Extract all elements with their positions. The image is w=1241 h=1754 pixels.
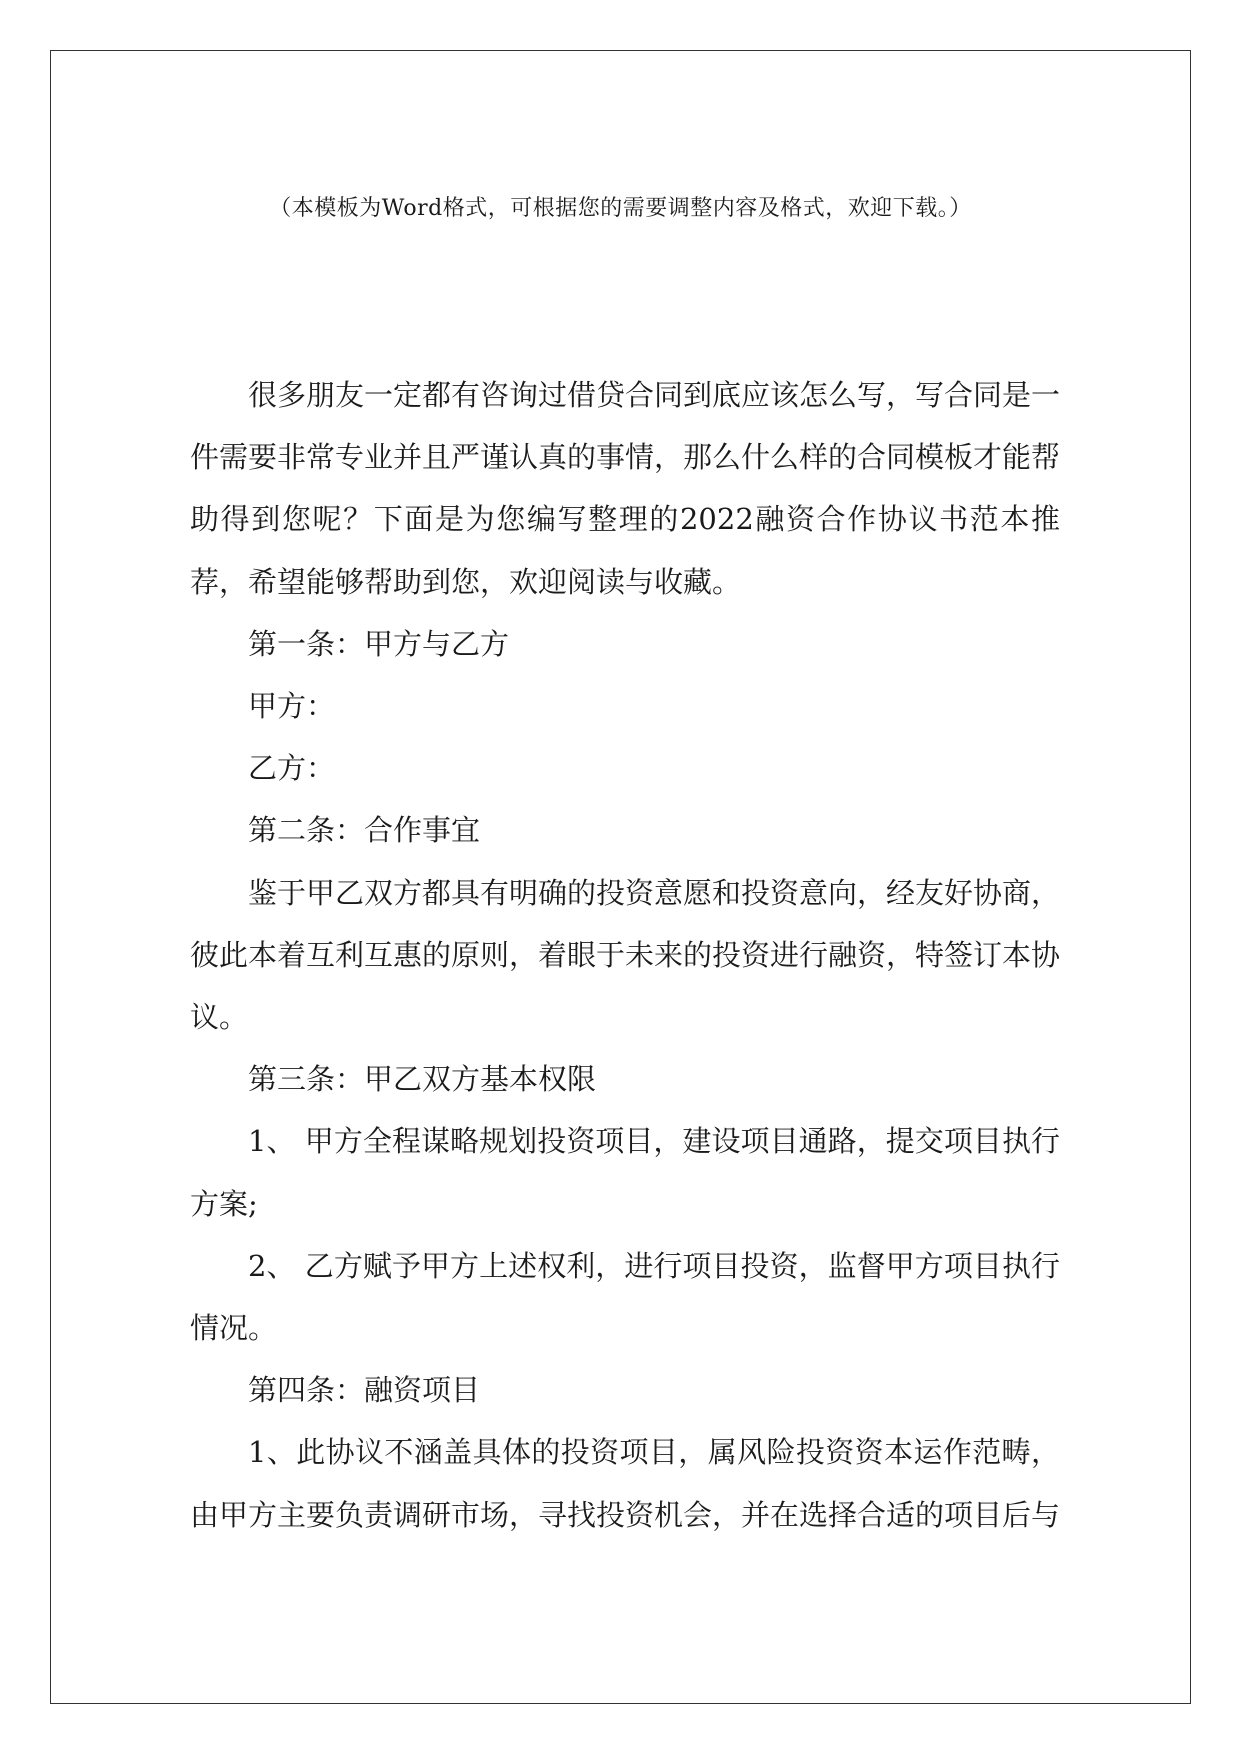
- intro-paragraph: 很多朋友一定都有咨询过借贷合同到底应该怎么写，写合同是一件需要非常专业并且严谨认真的事情，那么什么样的合同模板才能帮助得到您呢？下面是为您编写整理的2022融资合作协议书范本推荐，希望能够帮助到您，欢迎阅读与收藏。: [190, 378, 1061, 599]
- document-body: [190, 364, 1060, 1546]
- article-3-heading: 第三条：甲乙双方基本权限: [248, 1062, 597, 1097]
- party-a-line: 甲方：: [248, 689, 336, 724]
- article-3-item-1: 1、 甲方全程谋略规划投资项目，建设项目通路，提交项目执行方案;: [190, 1124, 1060, 1221]
- article-2-heading: 第二条：合作事宜: [248, 813, 481, 848]
- article-3-item-2: 2、 乙方赋予甲方上述权利，进行项目投资，监督甲方项目执行情况。: [190, 1248, 1060, 1346]
- article-2-paragraph: 鉴于甲乙双方都具有明确的投资意愿和投资意向，经友好协商，彼此本着互利互惠的原则，着眼于未来的投资进行融资，特签订本协议。: [190, 875, 1061, 1035]
- template-note: （本模板为Word格式，可根据您的需要调整内容及格式，欢迎下载。）: [269, 196, 972, 221]
- article-4-item-1: 1、此协议不涵盖具体的投资项目，属风险投资资本运作范畴，由甲方主要负责调研市场，寻找投资机会，并在选择合适的项目后与: [190, 1435, 1061, 1532]
- article-4-heading: 第四条：融资项目: [248, 1373, 481, 1408]
- party-b-line: 乙方：: [248, 751, 336, 786]
- article-1-heading: 第一条：甲方与乙方: [248, 626, 510, 661]
